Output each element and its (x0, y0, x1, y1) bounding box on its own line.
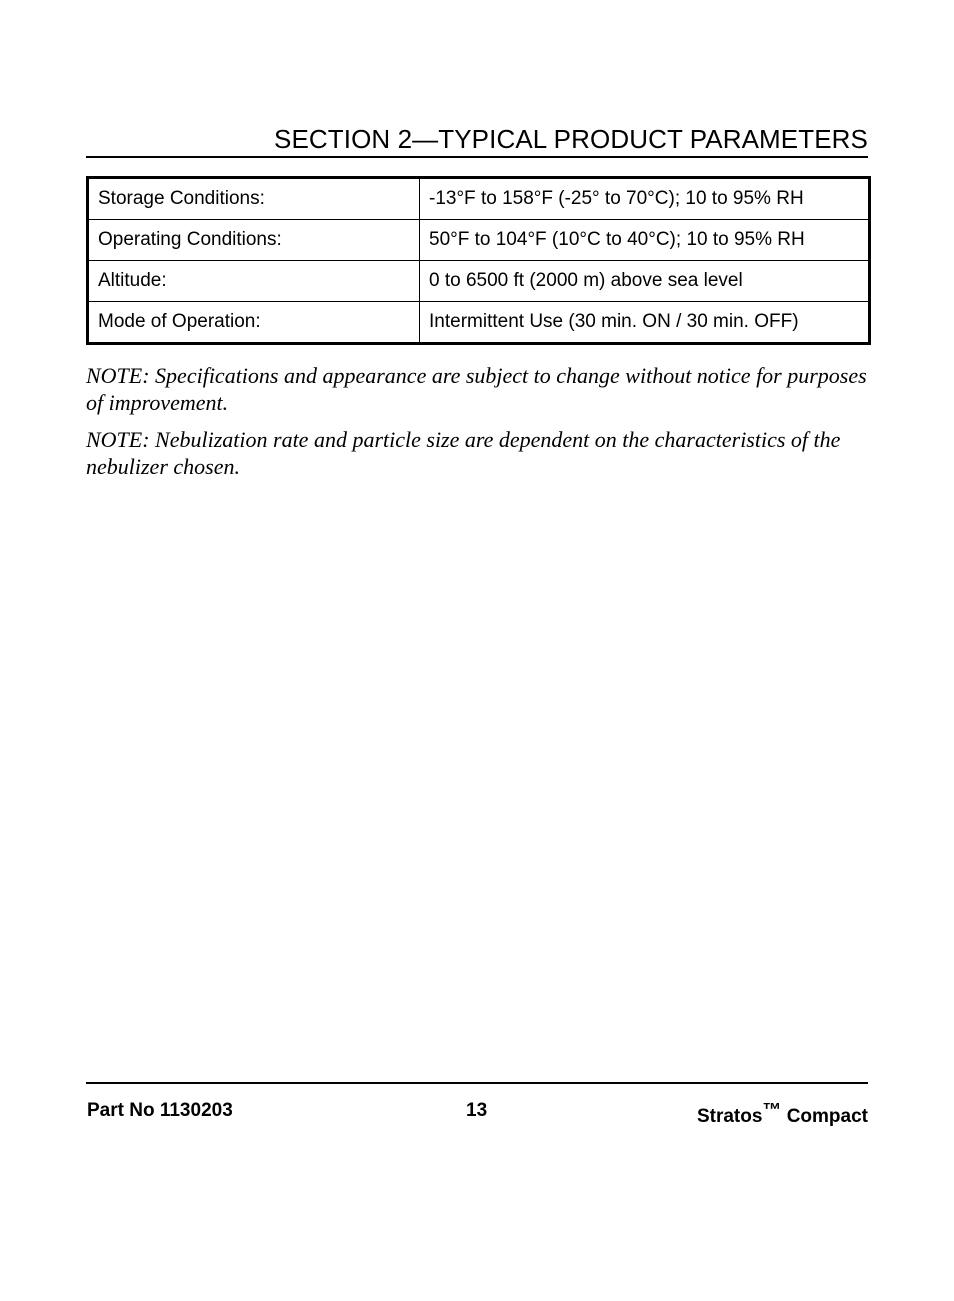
parameter-value: -13°F to 158°F (-25° to 70°C); 10 to 95% RH (420, 178, 870, 220)
table-row (88, 178, 870, 220)
table-row (88, 261, 870, 302)
parameter-value: 0 to 6500 ft (2000 m) above sea level (420, 261, 870, 302)
parameter-label: Altitude: (88, 261, 420, 302)
section-header (86, 120, 868, 158)
parameter-label: Mode of Operation: (88, 302, 420, 344)
table-row (88, 220, 870, 261)
parameter-label: Storage Conditions: (88, 178, 420, 220)
note-specifications: NOTE: Specifications and appearance are subject to change without notice for purposes of improvement. (86, 363, 867, 415)
product-name-text: Stratos (696, 1106, 763, 1127)
part-number: Part No 1130203 (87, 1100, 233, 1121)
page-footer (86, 1082, 868, 1134)
note-nebulization: NOTE: Nebulization rate and particle size are dependent on the characteristics of the nebulizer chosen. (86, 427, 841, 479)
product-suffix: Compact (781, 1106, 868, 1127)
page-number: 13 (466, 1100, 488, 1121)
table-row (88, 302, 870, 344)
parameters-table (86, 176, 871, 345)
parameter-value: Intermittent Use (30 min. ON / 30 min. OFF) (420, 302, 870, 344)
section-title: SECTION 2—TYPICAL PRODUCT PARAMETERS (274, 124, 868, 154)
product-name (697, 1100, 868, 1128)
notes (86, 362, 871, 490)
trademark-symbol: ™ (762, 1100, 782, 1121)
parameter-value: 50°F to 104°F (10°C to 40°C); 10 to 95% RH (420, 220, 870, 261)
parameter-label: Operating Conditions: (88, 220, 420, 261)
